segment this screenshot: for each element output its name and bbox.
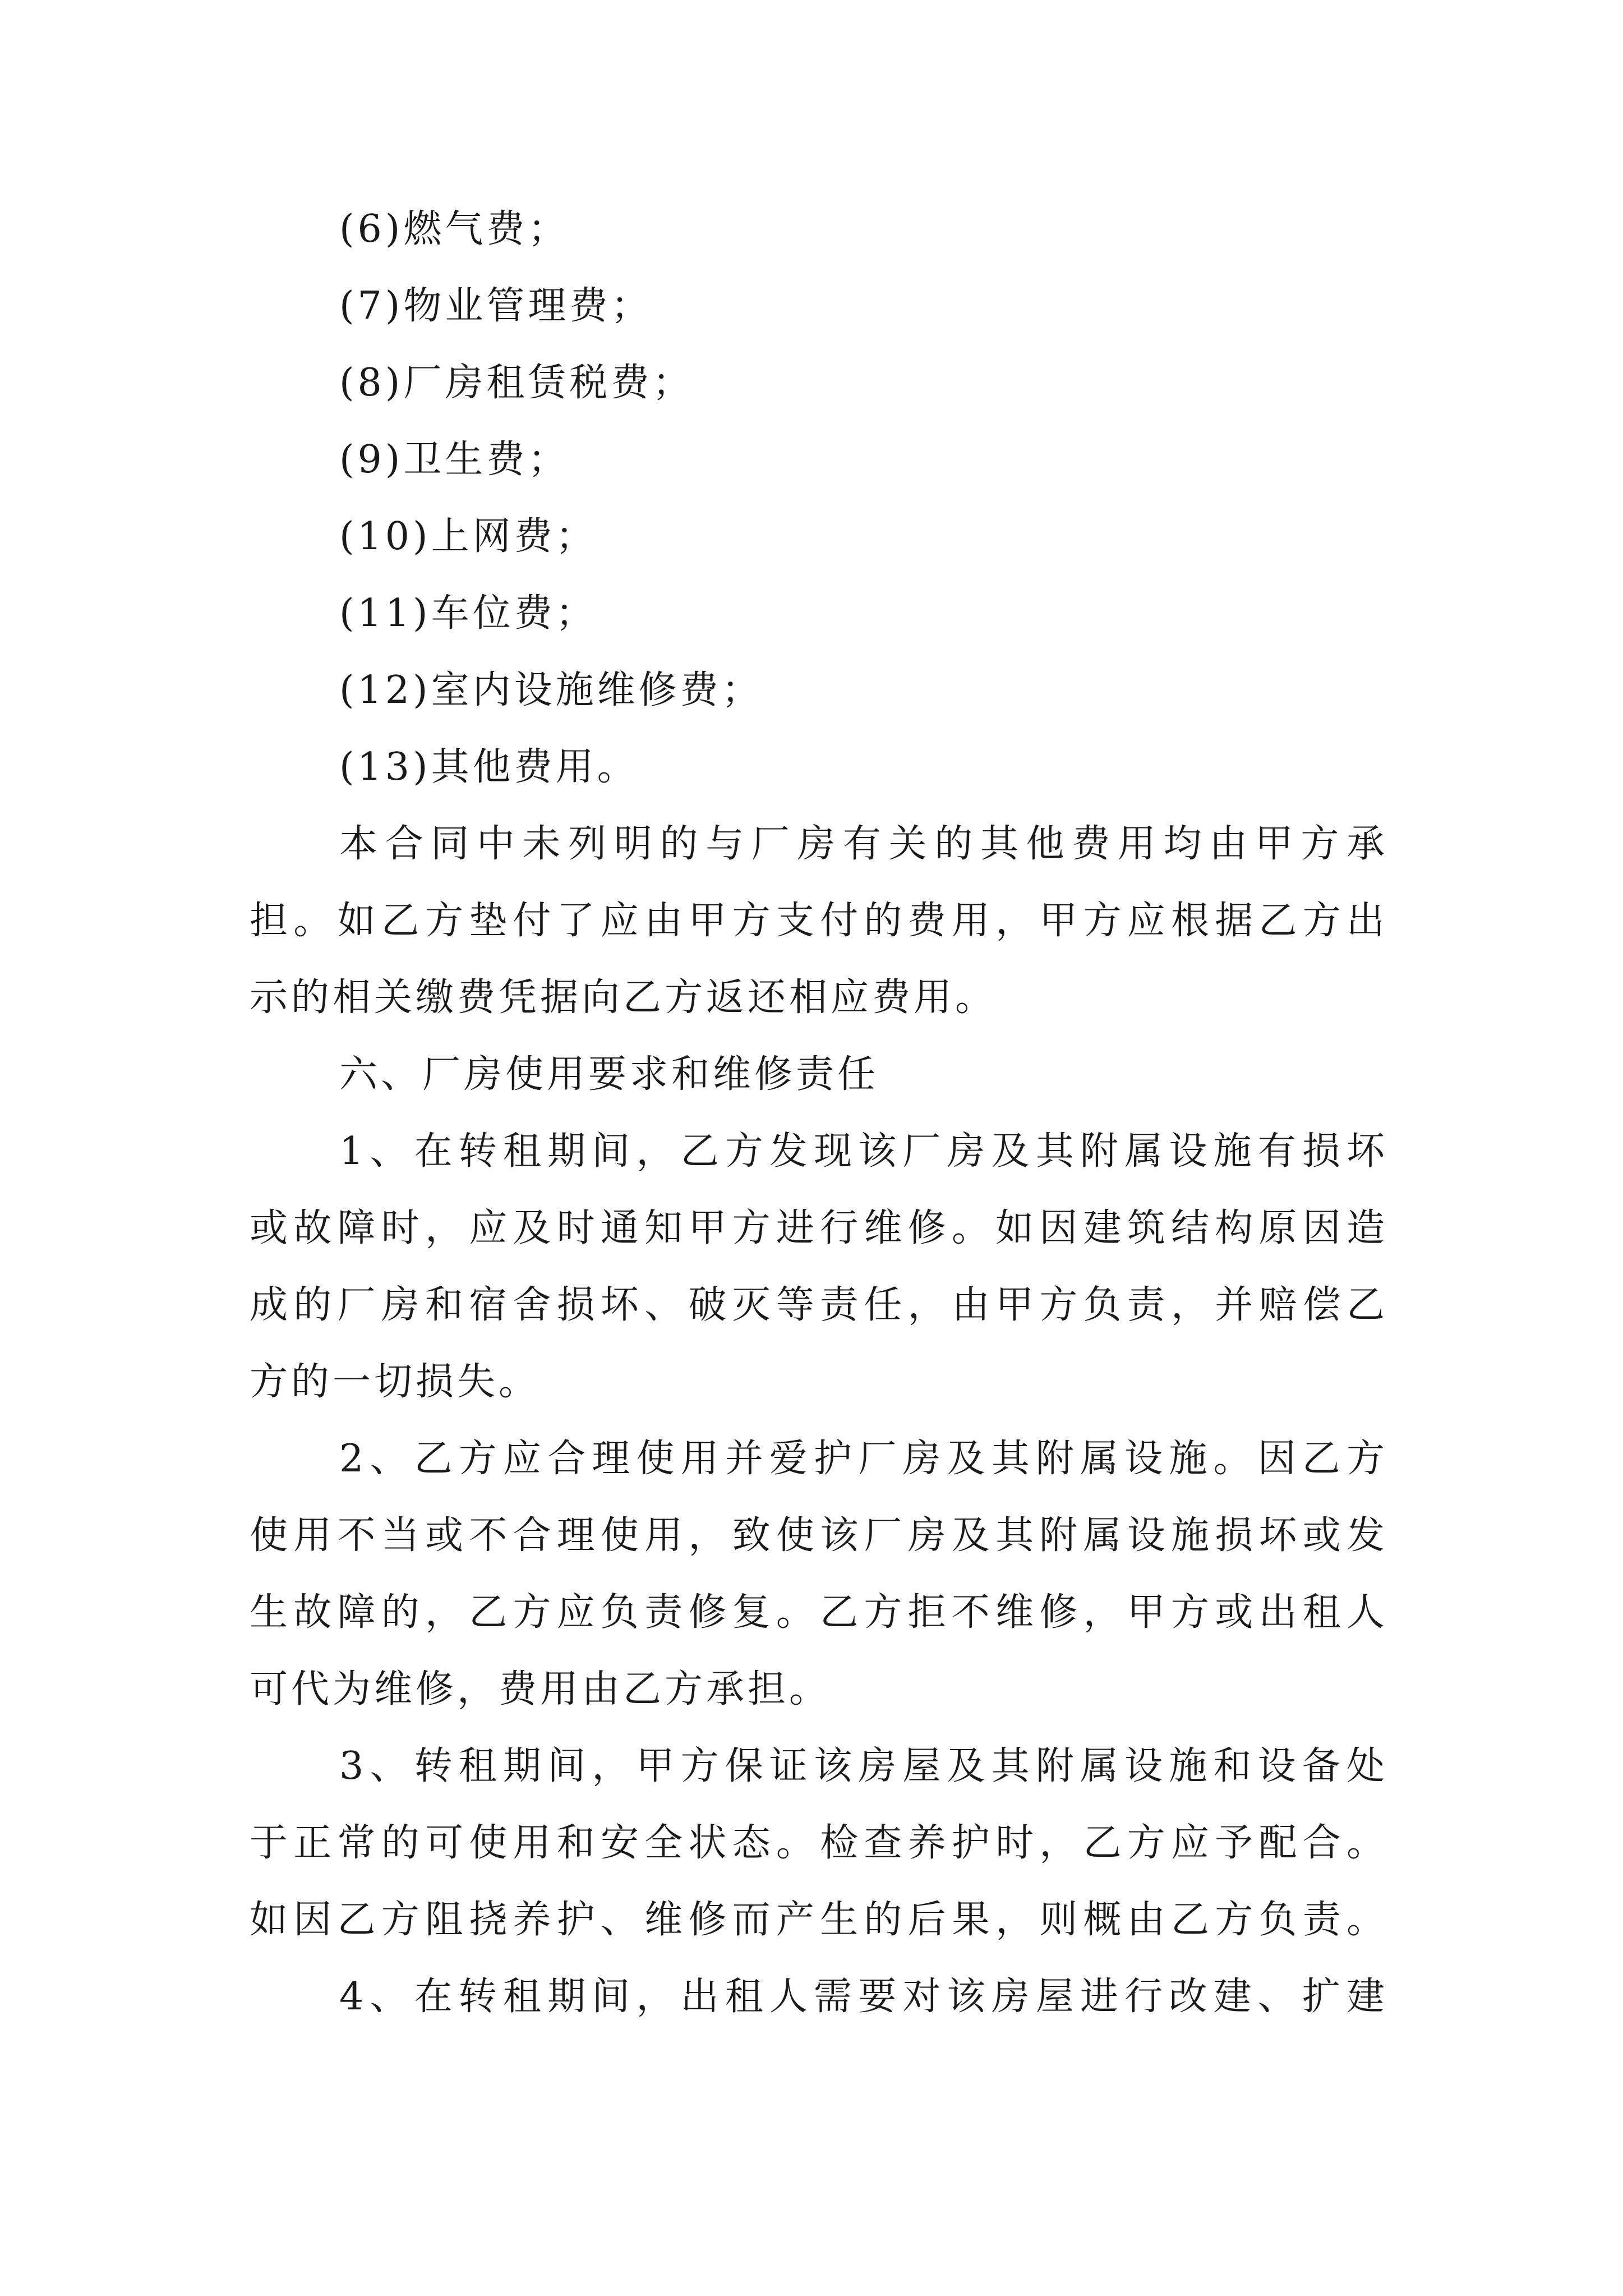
paragraph-line: 3、转租期间，甲方保证该房屋及其附属设施和设备处 bbox=[339, 1744, 1388, 1788]
paragraph-line: 可代为维修，费用由乙方承担。 bbox=[250, 1667, 831, 1711]
list-item: (8)厂房租赁税费； bbox=[339, 361, 694, 405]
fee-list bbox=[250, 191, 1388, 806]
list-item: (10)上网费； bbox=[339, 514, 597, 559]
list-item: (11)车位费； bbox=[339, 591, 597, 636]
paragraph-line: 示的相关缴费凭据向乙方返还相应费用。 bbox=[250, 976, 997, 1020]
paragraph-line: 使用不当或不合理使用，致使该厂房及其附属设施损坏或发 bbox=[250, 1513, 1388, 1558]
list-item: (12)室内设施维修费； bbox=[339, 668, 763, 712]
paragraph-line: 方的一切损失。 bbox=[250, 1360, 541, 1404]
paragraph-line: 4、在转租期间，出租人需要对该房屋进行改建、扩建 bbox=[339, 1975, 1388, 2019]
paragraph-other-fees bbox=[250, 806, 1388, 1036]
paragraph-line: 于正常的可使用和安全状态。检查养护时，乙方应予配合。 bbox=[250, 1821, 1388, 1865]
paragraph-line: 如因乙方阻挠养护、维修而产生的后果，则概由乙方负责。 bbox=[250, 1898, 1388, 1942]
paragraph-line: 生故障的，乙方应负责修复。乙方拒不维修，甲方或出租人 bbox=[250, 1590, 1388, 1635]
paragraph-line: 1、在转租期间，乙方发现该厂房及其附属设施有损坏 bbox=[339, 1129, 1388, 1174]
section-heading: 六、厂房使用要求和维修责任 bbox=[339, 1052, 879, 1097]
paragraph-line: 成的厂房和宿舍损坏、破灭等责任，由甲方负责，并赔偿乙 bbox=[250, 1283, 1388, 1327]
list-item: (7)物业管理费； bbox=[339, 284, 653, 328]
list-item: (6)燃气费； bbox=[339, 207, 570, 251]
clause-3 bbox=[250, 1728, 1388, 1958]
paragraph-line: 或故障时，应及时通知甲方进行维修。如因建筑结构原因造 bbox=[250, 1206, 1388, 1250]
paragraph-line: 担。如乙方垫付了应由甲方支付的费用，甲方应根据乙方出 bbox=[250, 899, 1388, 943]
document-body bbox=[250, 191, 1388, 2035]
clause-1 bbox=[250, 1113, 1388, 1420]
paragraph-line: 2、乙方应合理使用并爱护厂房及其附属设施。因乙方 bbox=[339, 1437, 1388, 1481]
list-item: (13)其他费用。 bbox=[339, 745, 639, 789]
clause-4 bbox=[250, 1958, 1388, 2035]
paragraph-line: 本合同中未列明的与厂房有关的其他费用均由甲方承 bbox=[339, 822, 1388, 866]
clause-2 bbox=[250, 1420, 1388, 1728]
list-item: (9)卫生费； bbox=[339, 438, 570, 482]
